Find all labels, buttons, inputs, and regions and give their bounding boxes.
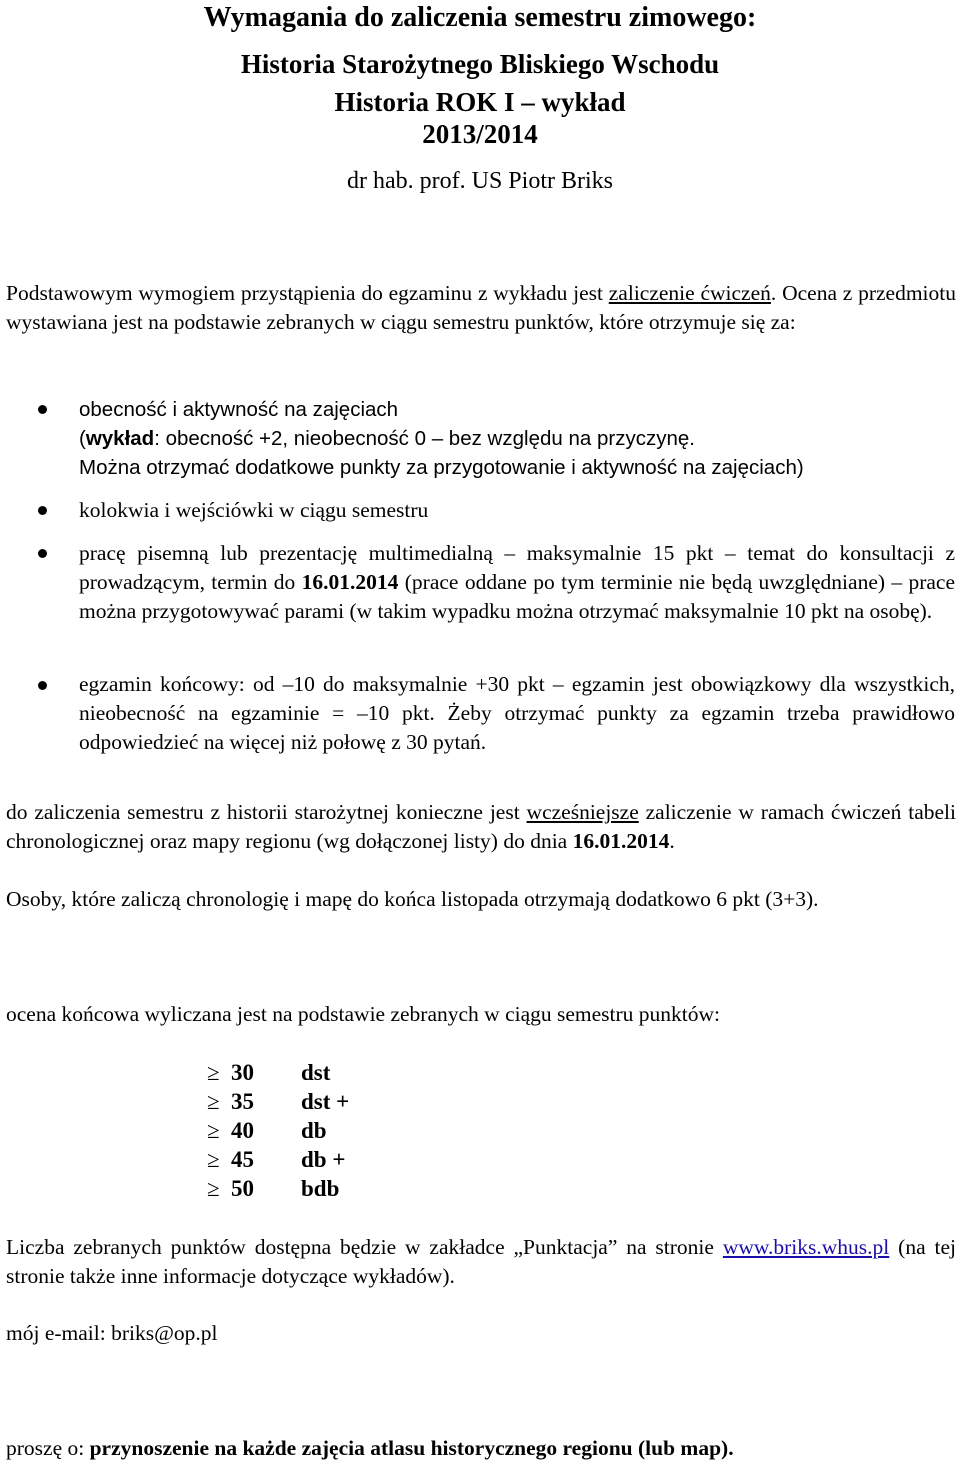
grade-row <box>207 1087 349 1116</box>
bullet-attendance <box>79 395 955 482</box>
request-prefix: proszę o: <box>6 1436 90 1460</box>
intro-grading-text: Ocena z przedmiotu wystawiana jest na podstawie zebranych w ciągu semestru punktów, które otrzymuje się za: <box>6 281 957 334</box>
bullet-written-work <box>79 539 955 626</box>
intro-period: . <box>770 281 777 305</box>
ge-symbol: ≥ <box>207 1118 220 1143</box>
grading-intro: ocena końcowa wyliczana jest na podstawie zebranych w ciągu semestru punktów: <box>6 1002 721 1026</box>
grade-row <box>207 1174 339 1203</box>
bonus-paragraph: Osoby, które zaliczą chronologię i mapę do końca listopada otrzymają dodatkowo 6 pkt (3+3). <box>6 887 819 911</box>
grade-points: 30 <box>231 1060 254 1085</box>
bullet-final-exam: egzamin końcowy: od –10 do maksymalnie +30 pkt – egzamin jest obowiązkowy dla wszystkich, nieobecność na egzaminie = –10 pkt. Żeby otrzymać punkty za egzamin trzeba prawidłowo odpowiedzieć na więcej niż połowę z 30 pytań. <box>79 672 955 754</box>
chronology-underlined: wcześniejsze <box>526 800 639 824</box>
lecturer-name: dr hab. prof. US Piotr Briks <box>347 168 613 194</box>
ge-symbol: ≥ <box>207 1089 220 1114</box>
points-info-after: (na tej stronie także inne informacje dotyczące wykładów). <box>6 1235 956 1288</box>
chronology-text-end: zaliczenie w ramach ćwiczeń tabeli chronologicznej oraz mapy regionu (wg dołączonej listy) do dnia <box>6 800 956 853</box>
grade-row <box>207 1116 327 1145</box>
course-name: Historia Starożytnego Bliskiego Wschodu <box>240 49 720 79</box>
academic-year: 2013/2014 <box>422 119 538 149</box>
grade-label: dst + <box>301 1089 350 1114</box>
points-info-text: Liczba zebranych punktów dostępna będzie w zakładce „Punktacja” na stronie <box>6 1235 714 1259</box>
written-work-deadline: 16.01.2014 <box>301 570 399 594</box>
grade-label: dst <box>301 1060 331 1085</box>
bullet-marker <box>38 681 47 690</box>
grade-row <box>207 1058 330 1087</box>
page-title: Wymagania do zaliczenia semestru zimowego: <box>203 2 757 33</box>
email-line: mój e-mail: briks@op.pl <box>6 1321 218 1345</box>
paren-open: ( <box>79 427 86 450</box>
ge-symbol: ≥ <box>207 1176 220 1201</box>
written-work-notes: (prace oddane po tym terminie nie będą uwzględniane) – prace można przygotowywać parami (w takim wypadku można otrzymać maksymalnie 10 pkt na osobę). <box>79 570 956 623</box>
ge-symbol: ≥ <box>207 1060 220 1085</box>
extra-points-line: Można otrzymać dodatkowe punkty za przygotowanie i aktywność na zajęciach) <box>79 456 804 479</box>
ge-symbol: ≥ <box>207 1147 220 1172</box>
course-group: Historia ROK I – wykład <box>334 87 626 117</box>
grade-points: 35 <box>231 1089 254 1114</box>
attendance-line: obecność i aktywność na zajęciach <box>79 398 399 421</box>
bullet-marker <box>38 549 47 558</box>
grade-label: db + <box>301 1147 346 1172</box>
intro-paragraph <box>6 279 956 337</box>
lecture-rule: : obecność +2, nieobecność 0 – bez względu na przyczynę. <box>154 427 695 450</box>
grade-label: bdb <box>301 1176 340 1201</box>
grade-points: 40 <box>231 1118 254 1143</box>
bullet-marker <box>38 405 47 414</box>
chronology-text: do zaliczenia semestru z historii starożytnej konieczne jest <box>6 800 527 824</box>
grade-label: db <box>301 1118 327 1143</box>
bullet-marker <box>38 506 47 515</box>
chronology-paragraph <box>6 798 956 856</box>
website-link[interactable]: www.briks.whus.pl <box>722 1235 890 1259</box>
lecture-label: wykład <box>85 427 155 450</box>
grade-row <box>207 1145 345 1174</box>
points-info-paragraph <box>6 1233 956 1291</box>
request-line <box>6 1434 956 1463</box>
grade-points: 45 <box>231 1147 254 1172</box>
intro-text: Podstawowym wymogiem przystąpienia do egzaminu z wykładu jest <box>6 281 609 305</box>
intro-underlined-requirement: zaliczenie ćwiczeń <box>608 281 771 305</box>
chronology-period: . <box>669 829 675 853</box>
grade-points: 50 <box>231 1176 254 1201</box>
bullet-tests: kolokwia i wejściówki w ciągu semestru <box>79 498 429 522</box>
written-work-text: pracę pisemną lub prezentację multimedialną – maksymalnie 15 pkt – temat do konsultacji z prowadzącym, termin do <box>79 541 955 594</box>
request-text: przynoszenie na każde zajęcia atlasu historycznego regionu (lub map). <box>89 1436 734 1460</box>
lecture-line <box>79 424 955 453</box>
chronology-deadline: 16.01.2014 <box>572 829 670 853</box>
